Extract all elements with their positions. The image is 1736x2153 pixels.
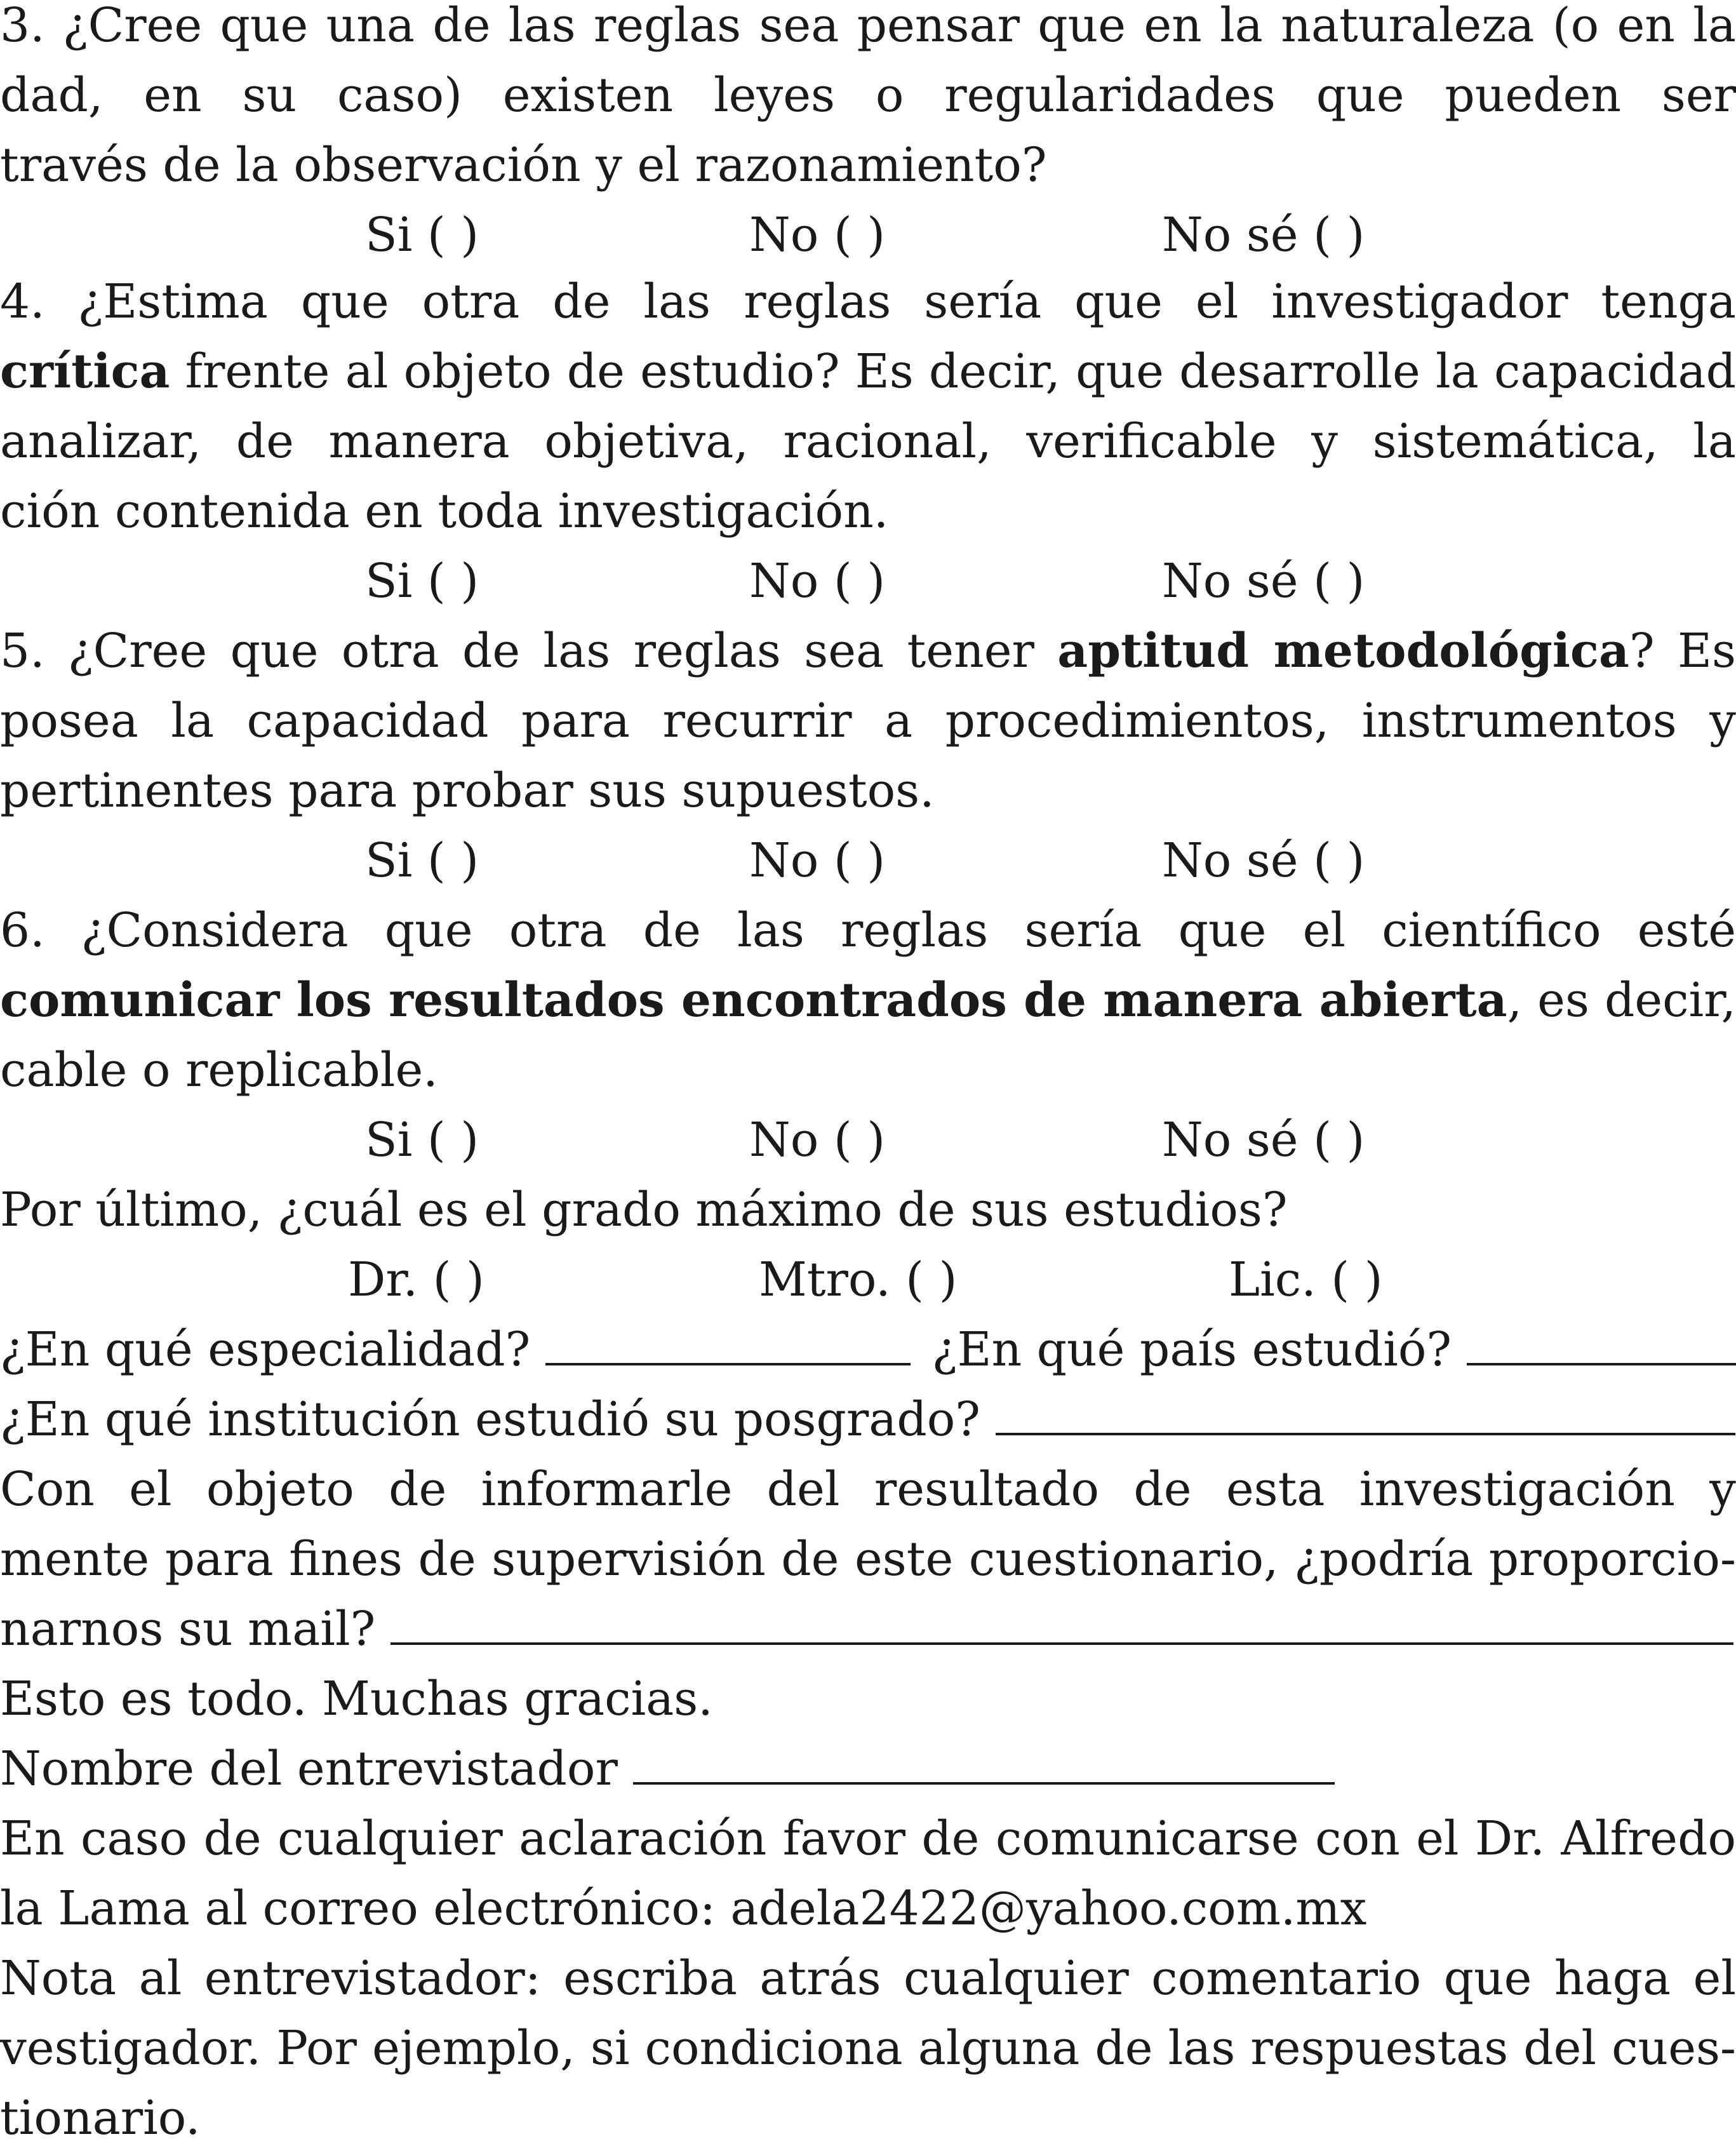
q6-line-2: comunicar los resultados encontrados de manera abierta, es decir, — [0, 973, 1736, 1028]
contact-line-2: la Lama al correo electrónico: adela2422@yahoo.com.mx — [0, 1881, 1367, 1936]
degree-option-dr[interactable]: Dr. ( ) — [348, 1252, 484, 1307]
mail-row — [0, 1594, 1736, 1664]
institution-label: ¿En qué institución estudió su posgrado? — [0, 1392, 980, 1447]
institution-field[interactable] — [996, 1388, 1735, 1435]
degree-option-lic[interactable]: Lic. ( ) — [1229, 1252, 1383, 1307]
institution-row — [0, 1385, 1736, 1454]
note-line-2: vestigador. Por ejemplo, si condiciona alguna de las respuestas del cues- — [0, 2021, 1736, 2076]
mail-field[interactable] — [391, 1598, 1733, 1645]
q5-line-1: 5. ¿Cree que otra de las reglas sea tener aptitud metodológica? Es — [0, 624, 1736, 678]
q5-option-nose[interactable]: No sé ( ) — [1162, 833, 1365, 888]
interviewer-label: Nombre del entrevistador — [0, 1741, 618, 1796]
degree-question: Por último, ¿cuál es el grado máximo de sus estudios? — [0, 1183, 1288, 1237]
specialty-field[interactable] — [545, 1318, 911, 1365]
q5-option-si[interactable]: Si ( ) — [365, 833, 479, 888]
q6-option-si[interactable]: Si ( ) — [365, 1113, 479, 1167]
q4-line-3: analizar, de manera objetiva, racional, verificable y sistemática, la — [0, 414, 1736, 469]
q4-option-nose[interactable]: No sé ( ) — [1162, 554, 1365, 608]
q3-line-1: 3. ¿Cree que una de las reglas sea pensar que en la naturaleza (o en la — [0, 0, 1736, 53]
q5-line-2: posea la capacidad para recurrir a procedimientos, instrumentos y — [0, 694, 1736, 748]
interviewer-field[interactable] — [633, 1738, 1335, 1785]
q5-line-3: pertinentes para probar sus supuestos. — [0, 763, 935, 818]
q4-line-4: ción contenida en toda investigación. — [0, 484, 889, 539]
q3-option-nose[interactable]: No sé ( ) — [1162, 208, 1365, 262]
q4-line-2: crítica frente al objeto de estudio? Es decir, que desarrolle la capacidad — [0, 344, 1736, 399]
q3-option-si[interactable]: Si ( ) — [365, 208, 479, 262]
mail-label: narnos su mail? — [0, 1602, 376, 1656]
country-field[interactable] — [1467, 1318, 1736, 1365]
q4-option-si[interactable]: Si ( ) — [365, 554, 479, 608]
country-label: ¿En qué país estudió? — [931, 1322, 1452, 1377]
q6-option-no[interactable]: No ( ) — [749, 1113, 886, 1167]
mail-line-1: Con el objeto de informarle del resultado de esta investigación y — [0, 1462, 1736, 1517]
q6-option-nose[interactable]: No sé ( ) — [1162, 1113, 1365, 1167]
q4-option-no[interactable]: No ( ) — [749, 554, 886, 608]
q3-line-2: dad, en su caso) existen leyes o regularidades que pueden ser — [0, 68, 1736, 123]
specialty-country-row — [0, 1315, 1736, 1385]
q6-line-1: 6. ¿Considera que otra de las reglas sería que el científico esté — [0, 903, 1736, 958]
specialty-label: ¿En qué especialidad? — [0, 1322, 531, 1377]
q3-option-no[interactable]: No ( ) — [749, 208, 886, 262]
note-line-3: tionario. — [0, 2091, 201, 2145]
interviewer-row — [0, 1734, 1736, 1804]
q4-line-1: 4. ¿Estima que otra de las reglas sería que el investigador tenga — [0, 274, 1736, 329]
thanks-text: Esto es todo. Muchas gracias. — [0, 1672, 713, 1726]
q5-option-no[interactable]: No ( ) — [749, 833, 886, 888]
q6-line-3: cable o replicable. — [0, 1043, 438, 1097]
contact-line-1: En caso de cualquier aclaración favor de comunicarse con el Dr. Alfredo — [0, 1811, 1736, 1866]
note-line-1: Nota al entrevistador: escriba atrás cualquier comentario que haga el — [0, 1951, 1736, 2006]
q3-line-3: través de la observación y el razonamiento? — [0, 138, 1047, 192]
degree-option-mtro[interactable]: Mtro. ( ) — [759, 1252, 958, 1307]
mail-line-2: mente para fines de supervisión de este cuestionario, ¿podría proporcio- — [0, 1532, 1736, 1586]
